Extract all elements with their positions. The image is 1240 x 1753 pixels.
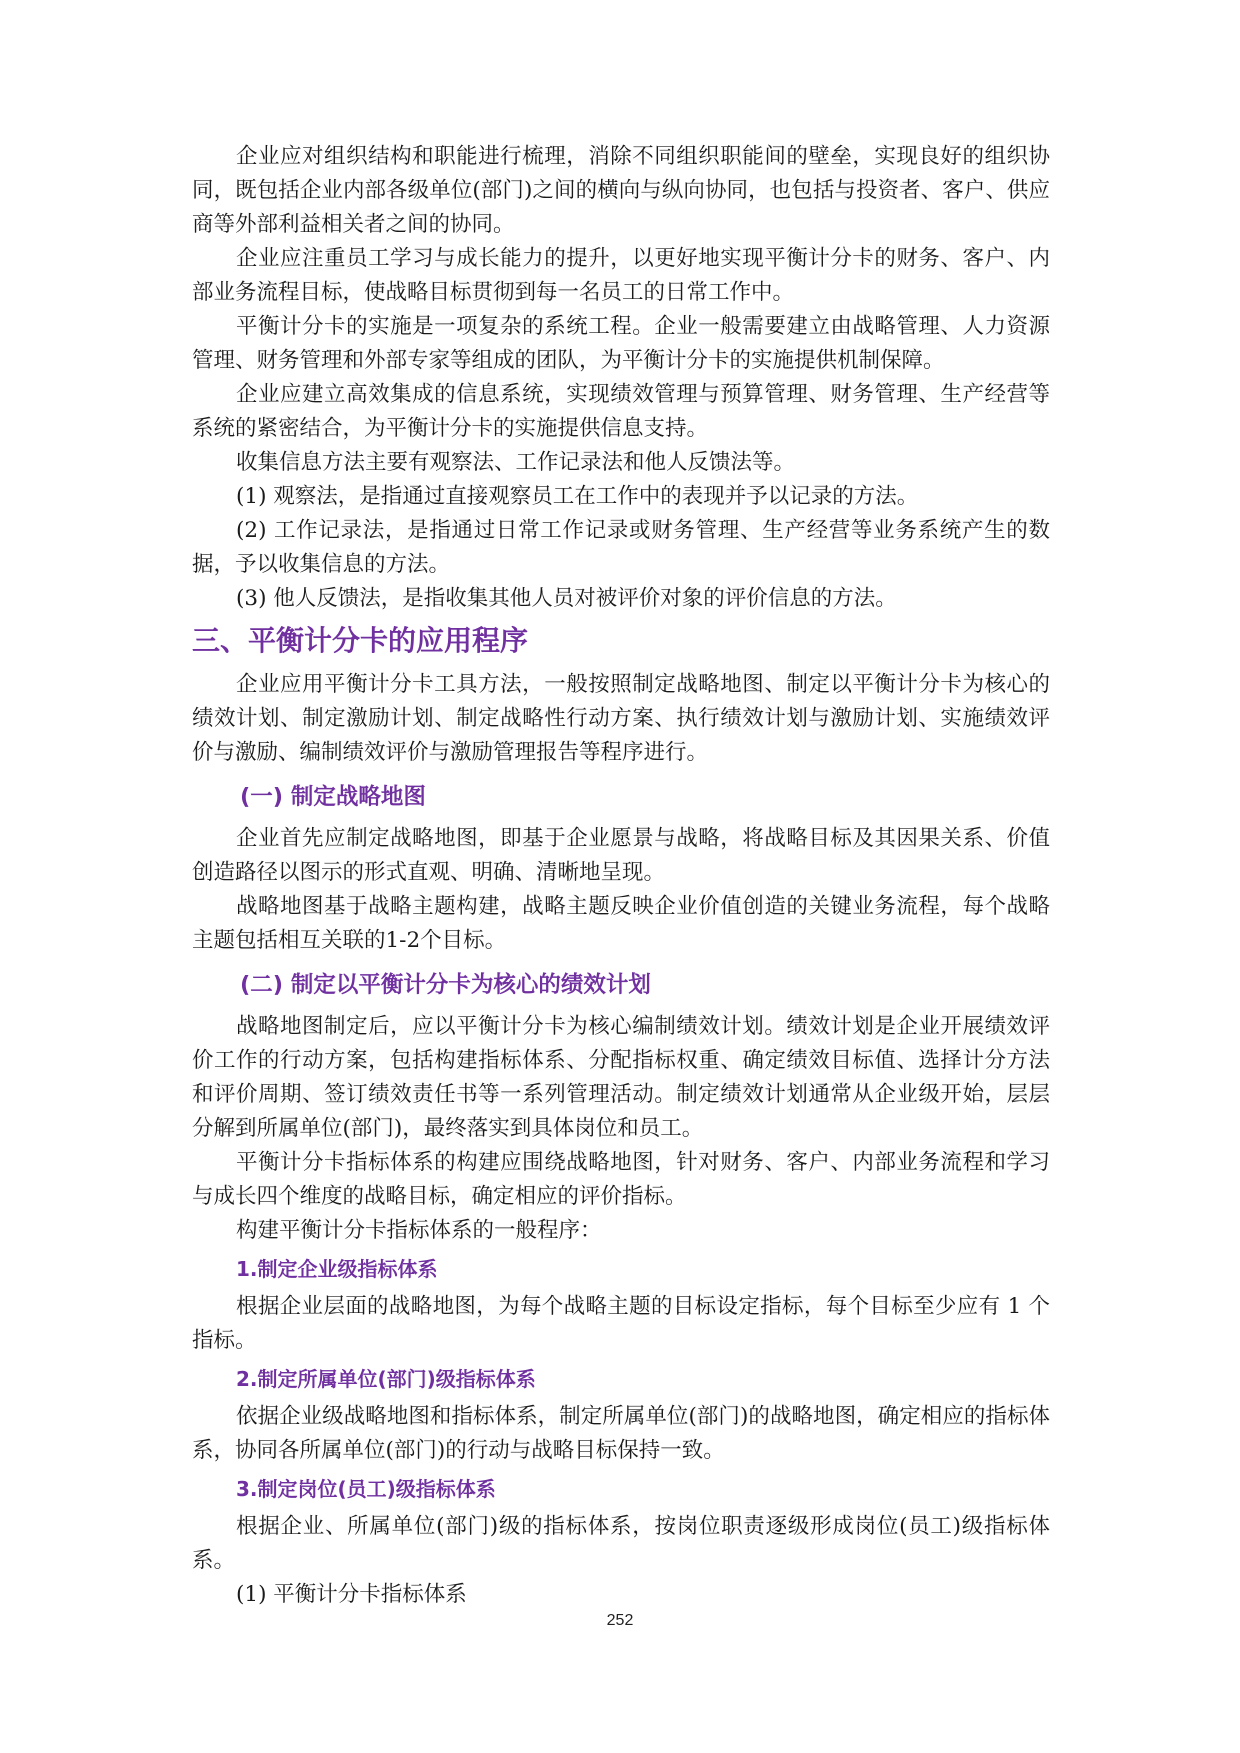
list-item-bsc-indicator-system: (1) 平衡计分卡指标体系 — [236, 1582, 467, 1607]
page-number: 252 — [606, 1612, 634, 1629]
step-text-enterprise-level: 根据企业层面的战略地图，为每个战略主题的目标设定指标，每个目标至少应有 1 个指标。 — [192, 1294, 1050, 1353]
paragraph-procedure-intro: 企业应用平衡计分卡工具方法，一般按照制定战略地图、制定以平衡计分卡为核心的绩效计划、制定激励计划、制定战略性行动方案、执行绩效计划与激励计划、实施绩效评价与激励、编制绩效评价与激励管理报告等程序进行。 — [192, 672, 1050, 765]
method-observation: (1) 观察法，是指通过直接观察员工在工作中的表现并予以记录的方法。 — [236, 484, 919, 509]
paragraph-information-system: 企业应建立高效集成的信息系统，实现绩效管理与预算管理、财务管理、生产经营等系统的紧密结合，为平衡计分卡的实施提供信息支持。 — [192, 382, 1050, 441]
step-heading-employee-level: 3.制定岗位(员工)级指标体系 — [236, 1477, 496, 1501]
paragraph-performance-plan-2: 平衡计分卡指标体系的构建应围绕战略地图，针对财务、客户、内部业务流程和学习与成长四个维度的战略目标，确定相应的评价指标。 — [192, 1150, 1050, 1209]
paragraph-collection-methods: 收集信息方法主要有观察法、工作记录法和他人反馈法等。 — [236, 450, 796, 475]
step-heading-department-level: 2.制定所属单位(部门)级指标体系 — [236, 1367, 536, 1391]
paragraph-org-synergy: 企业应对组织结构和职能进行梳理，消除不同组织职能间的壁垒，实现良好的组织协同，既包括企业内部各级单位(部门)之间的横向与纵向协同，也包括与投资者、客户、供应商等外部利益相关者之间的协同。 — [192, 144, 1050, 237]
paragraph-performance-plan-1: 战略地图制定后，应以平衡计分卡为核心编制绩效计划。绩效计划是企业开展绩效评价工作的行动方案，包括构建指标体系、分配指标权重、确定绩效目标值、选择计分方法和评价周期、签订绩效责任书等一系列管理活动。制定绩效计划通常从企业级开始，层层分解到所属单位(部门)，最终落实到具体岗位和员工。 — [192, 1014, 1050, 1141]
step-text-employee-level: 根据企业、所属单位(部门)级的指标体系，按岗位职责逐级形成岗位(员工)级指标体系。 — [192, 1514, 1050, 1573]
paragraph-strategy-map-2: 战略地图基于战略主题构建，战略主题反映企业价值创造的关键业务流程，每个战略主题包括相互关联的1-2个目标。 — [192, 894, 1050, 953]
subsection-heading-strategy-map: (一) 制定战略地图 — [240, 784, 426, 810]
step-heading-enterprise-level: 1.制定企业级指标体系 — [236, 1257, 438, 1281]
paragraph-strategy-map-1: 企业首先应制定战略地图，即基于企业愿景与战略，将战略目标及其因果关系、价值创造路径以图示的形式直观、明确、清晰地呈现。 — [192, 826, 1050, 885]
method-others-feedback: (3) 他人反馈法，是指收集其他人员对被评价对象的评价信息的方法。 — [236, 586, 897, 611]
paragraph-system-engineering: 平衡计分卡的实施是一项复杂的系统工程。企业一般需要建立由战略管理、人力资源管理、财务管理和外部专家等组成的团队，为平衡计分卡的实施提供机制保障。 — [192, 314, 1050, 373]
step-text-department-level: 依据企业级战略地图和指标体系，制定所属单位(部门)的战略地图，确定相应的指标体系，协同各所属单位(部门)的行动与战略目标保持一致。 — [192, 1404, 1050, 1463]
section-heading-application-procedure: 三、平衡计分卡的应用程序 — [192, 624, 529, 657]
paragraph-performance-plan-3: 构建平衡计分卡指标体系的一般程序： — [236, 1218, 602, 1243]
document-body — [192, 140, 1050, 1612]
paragraph-learning-growth: 企业应注重员工学习与成长能力的提升，以更好地实现平衡计分卡的财务、客户、内部业务流程目标，使战略目标贯彻到每一名员工的日常工作中。 — [192, 246, 1050, 305]
method-work-record: (2) 工作记录法，是指通过日常工作记录或财务管理、生产经营等业务系统产生的数据，予以收集信息的方法。 — [192, 518, 1050, 577]
subsection-heading-performance-plan: (二) 制定以平衡计分卡为核心的绩效计划 — [240, 972, 651, 998]
